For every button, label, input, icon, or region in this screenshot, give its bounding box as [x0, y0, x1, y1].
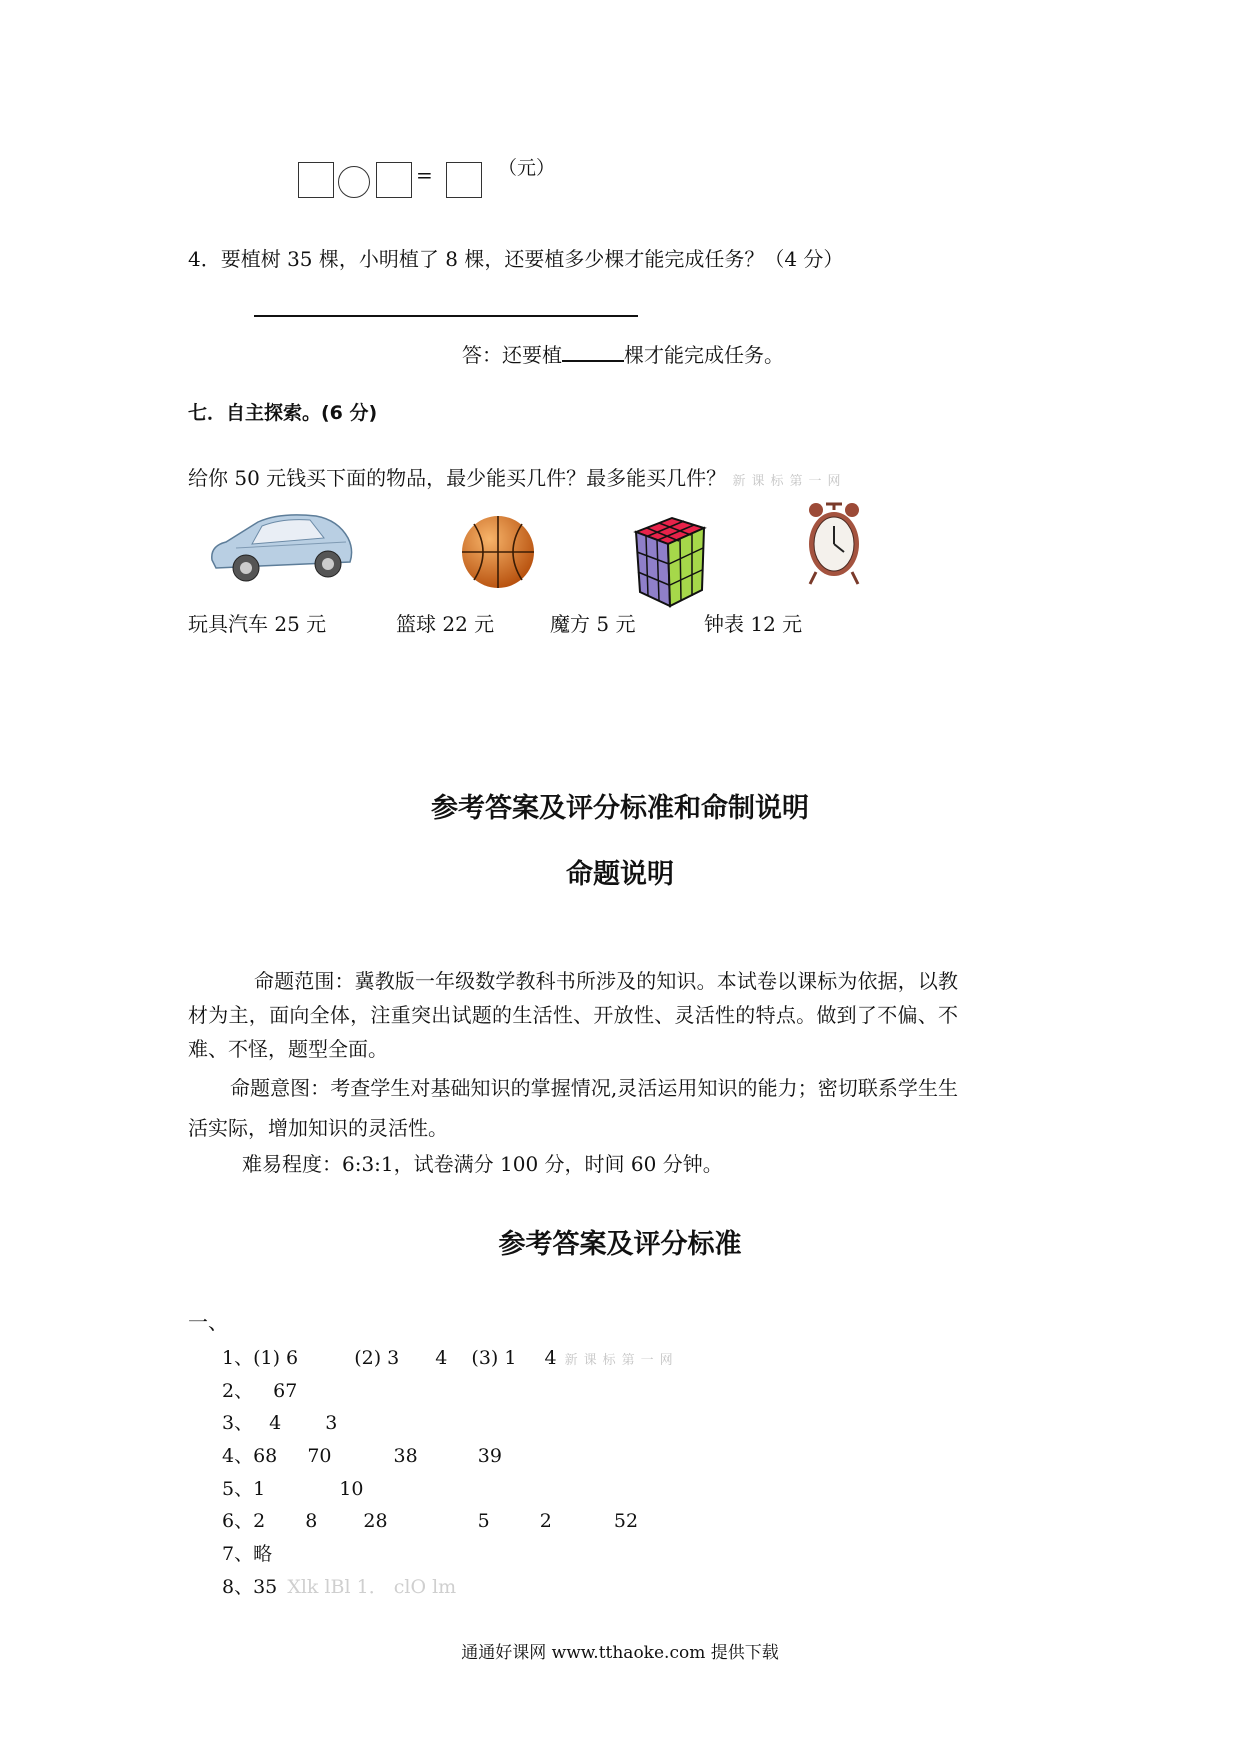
answer-6-c: 28	[363, 1510, 388, 1532]
watermark: 新课标第一网	[732, 474, 847, 489]
paragraph-scope-text: 命题范围：冀教版一年级数学教科书所涉及的知识。本试卷以课标为依据，以教材为主，面向全体，注重突出试题的生活性、开放性、灵活性的特点。做到了不偏、不难、不怪，题型全面。	[188, 969, 958, 1061]
answer-4-a: 4、68	[222, 1445, 278, 1467]
answer-blank[interactable]	[562, 342, 624, 362]
blank-box-3[interactable]	[446, 162, 482, 198]
answer-line	[462, 339, 784, 368]
paragraph-scope	[188, 964, 958, 1066]
answer-1-watermark: 新课标第一网	[564, 1353, 679, 1368]
part-one-label: 一、	[188, 1310, 228, 1334]
toy-car-icon	[206, 508, 356, 590]
paragraph-intent	[188, 1068, 958, 1148]
proposition-title: 命题说明	[566, 859, 674, 890]
answer-3	[222, 1408, 337, 1435]
equals-sign: =	[416, 163, 433, 187]
answer-4	[222, 1441, 502, 1468]
answer-3-c: 3	[325, 1412, 338, 1434]
item-label-toy-car: 玩具汽车 25 元	[188, 612, 327, 636]
rubiks-cube-icon	[632, 514, 708, 614]
unit-label: （元）	[498, 157, 556, 179]
answer-7	[222, 1539, 272, 1566]
answer-5-b: 10	[339, 1478, 364, 1500]
answer-1-a: 1、(1) 6	[222, 1347, 299, 1369]
footer: 通通好课网 www.tthaoke.com 提供下载	[461, 1643, 779, 1663]
work-line	[254, 315, 638, 317]
answer-3-b: 4	[269, 1412, 282, 1434]
answer-1-c: 4	[435, 1347, 448, 1369]
answer-8-watermark: Xlk lBl 1． clO lm	[287, 1576, 457, 1598]
basketball-icon	[460, 514, 536, 594]
answer-6-b: 8	[305, 1510, 318, 1532]
alarm-clock-icon	[806, 496, 862, 592]
answer-1-e: 4	[544, 1347, 557, 1369]
answer-6	[222, 1506, 638, 1533]
standards-title: 参考答案及评分标准	[498, 1229, 742, 1260]
answer-2	[222, 1376, 297, 1403]
item-label-basketball: 篮球 22 元	[396, 612, 495, 636]
answer-6-f: 52	[613, 1510, 639, 1532]
section-7-prompt	[188, 462, 847, 491]
item-label-rubiks-cube: 魔方 5 元	[550, 612, 636, 636]
answer-1-d: (3) 1	[471, 1347, 517, 1369]
answer-6-a: 6、2	[222, 1510, 266, 1532]
section-7-title: 七．自主探索。(6 分)	[188, 402, 378, 424]
answers-title: 参考答案及评分标准和命制说明	[431, 793, 809, 824]
answer-4-c: 38	[393, 1445, 418, 1467]
answer-1	[222, 1343, 679, 1370]
answer-5-a: 5、1	[222, 1478, 266, 1500]
paragraph-difficulty: 难易程度：6:3:1，试卷满分 100 分，时间 60 分钟。	[242, 1152, 723, 1176]
answer-prefix: 答：还要植	[462, 343, 562, 367]
answer-7-a: 7、略	[222, 1543, 273, 1565]
operator-circle[interactable]	[338, 166, 370, 198]
answer-2-b: 67	[273, 1380, 298, 1402]
blank-box-2[interactable]	[376, 162, 412, 198]
prompt-text: 给你 50 元钱买下面的物品，最少能买几件？最多能买几件？	[188, 466, 727, 490]
answer-5	[222, 1474, 363, 1501]
answer-3-a: 3、	[222, 1412, 254, 1434]
answer-2-a: 2、	[222, 1380, 254, 1402]
question-4: 4．要植树 35 棵，小明植了 8 棵，还要植多少棵才能完成任务？（4 分）	[188, 247, 844, 271]
paragraph-intent-text: 命题意图：考查学生对基础知识的掌握情况,灵活运用知识的能力；密切联系学生生活实际，增加知识的灵活性。	[188, 1076, 958, 1140]
answer-6-e: 2	[539, 1510, 552, 1532]
answer-8-a: 8、35	[222, 1576, 278, 1598]
answer-1-b: (2) 3	[354, 1347, 400, 1369]
answer-8	[222, 1572, 456, 1599]
item-label-clock: 钟表 12 元	[704, 612, 803, 636]
answer-4-d: 39	[477, 1445, 502, 1467]
answer-suffix: 棵才能完成任务。	[624, 343, 784, 367]
blank-box-1[interactable]	[298, 162, 334, 198]
answer-6-d: 5	[477, 1510, 490, 1532]
answer-4-b: 70	[307, 1445, 332, 1467]
